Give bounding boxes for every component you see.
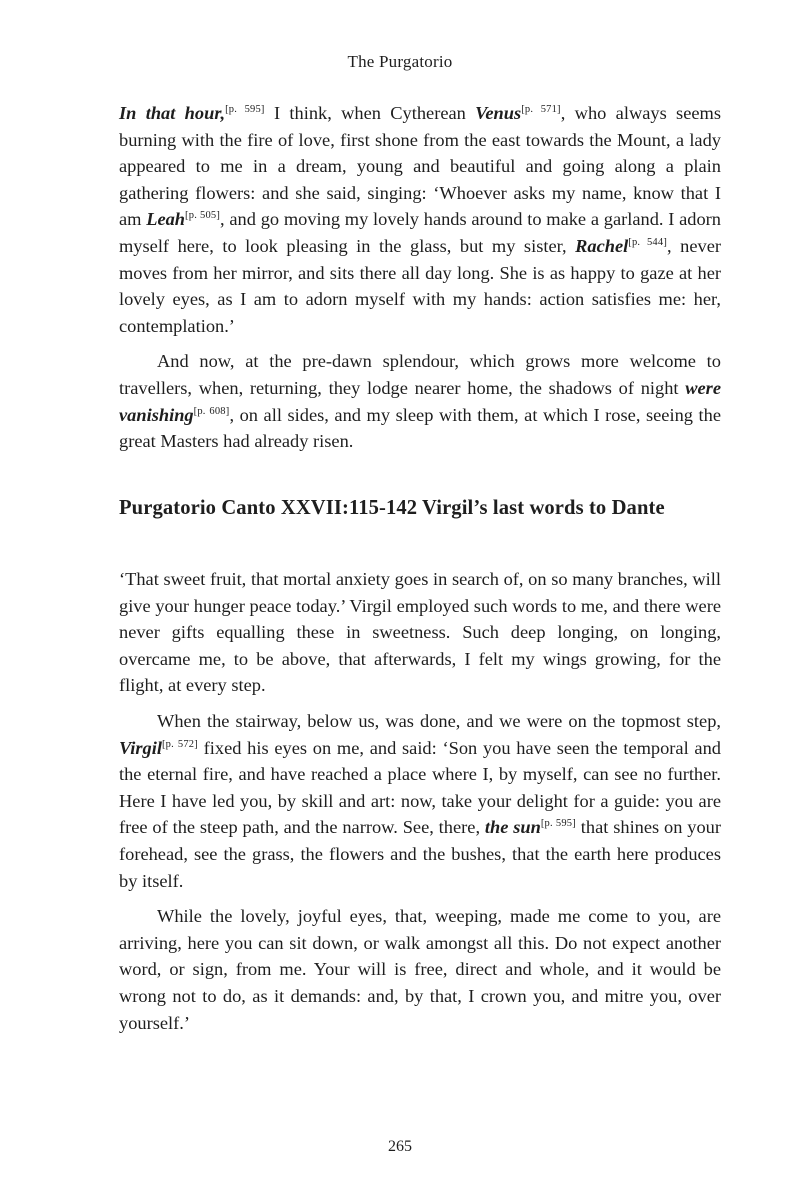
paragraph-sweet-fruit: ‘That sweet fruit, that mortal anxiety goes in search of, on so many branches, will give your hunger peace today.’ Virgil employed such words to me, and there were never gifts equalling these in sweetness. Such deep longing, on longing, overcame me, to be above, that afterwards, I felt my wings growing, for the flight, at every step.	[119, 569, 721, 696]
text-run: , never moves from her mirror, and sits there all day long. She is as happy to gaze at her lovely eyes, as I am to adorn myself with my hands: action satisfies me: her, contemplation.’	[119, 235, 721, 336]
emphasis-rachel[interactable]: Rachel	[575, 235, 629, 256]
emphasis-virgil[interactable]: Virgil	[119, 737, 162, 758]
text-run: , on all sides, and my sleep with them, at which I rose, seeing the great Masters had already risen.	[119, 404, 721, 452]
page-ref-link[interactable]: [p. 608]	[193, 405, 230, 417]
page-ref-link[interactable]: [p. 571]	[521, 104, 561, 115]
section-1-text	[119, 100, 721, 464]
section-2-text	[119, 566, 721, 1045]
page-ref-link[interactable]: [p. 595]	[225, 104, 265, 115]
section-heading: Purgatorio Canto XXVII:115-142 Virgil’s last words to Dante	[119, 497, 665, 519]
emphasis-venus[interactable]: Venus	[475, 103, 522, 123]
page-ref-link[interactable]: [p. 505]	[185, 210, 221, 222]
text-run: fixed his eyes on me, and said: ‘Son you have seen the temporal and the eternal fire, and have reached a place where I, by myself, can see no further. Here I have led you, by skill and art: now, take your delight for a guide: you are free of the steep path, and the narrow. See, there,	[119, 737, 721, 838]
text-run: And now, at the pre-dawn splendour, which grows more welcome to travellers, when, returning, they lodge nearer home, the shadows of night	[119, 351, 721, 398]
paragraph-joyful-eyes: While the lovely, joyful eyes, that, weeping, made me come to you, are arriving, here you can sit down, or walk amongst all this. Do not expect another word, or sign, from me. Your will is free, direct and whole, and it would be wrong not to do, as it demands: and, by that, I crown you, and mitre you, over yourself.’	[119, 906, 721, 1033]
emphasis-in-that-hour[interactable]: In that hour,	[119, 103, 226, 123]
text-run: that shines on your forehead, see the grass, the flowers and the bushes, that the earth here produces by itself.	[119, 817, 721, 891]
text-run: , and go moving my lovely hands around to make a garland. I adorn myself here, to look pleasing in the glass, but my sister,	[119, 209, 721, 256]
paragraph-stairway	[119, 708, 721, 894]
paragraph-pre-dawn	[119, 348, 721, 454]
emphasis-the-sun[interactable]: the sun	[484, 817, 541, 838]
page-ref-link[interactable]: [p. 595]	[540, 818, 576, 830]
paragraph-leah-dream	[119, 100, 721, 339]
text-run: When the stairway, below us, was done, and we were on the topmost step,	[157, 710, 721, 731]
page-ref-link[interactable]: [p. 572]	[161, 738, 198, 750]
emphasis-were-vanishing[interactable]: were vanishing	[119, 377, 721, 425]
page-number: 265	[388, 1138, 412, 1155]
emphasis-leah[interactable]: Leah	[146, 209, 186, 230]
text-run: I think, when Cytherean	[264, 103, 476, 123]
text-run: , who always seems burning with the fire of love, first shone from the east towards the Mount, a lady appeared to me in a dream, young and beautiful and going along a plain gathering flowers: and she said, singing: ‘Whoever asks my name, know that I am	[119, 103, 722, 230]
page-ref-link[interactable]: [p. 544]	[628, 236, 668, 248]
running-head: The Purgatorio	[347, 52, 453, 71]
